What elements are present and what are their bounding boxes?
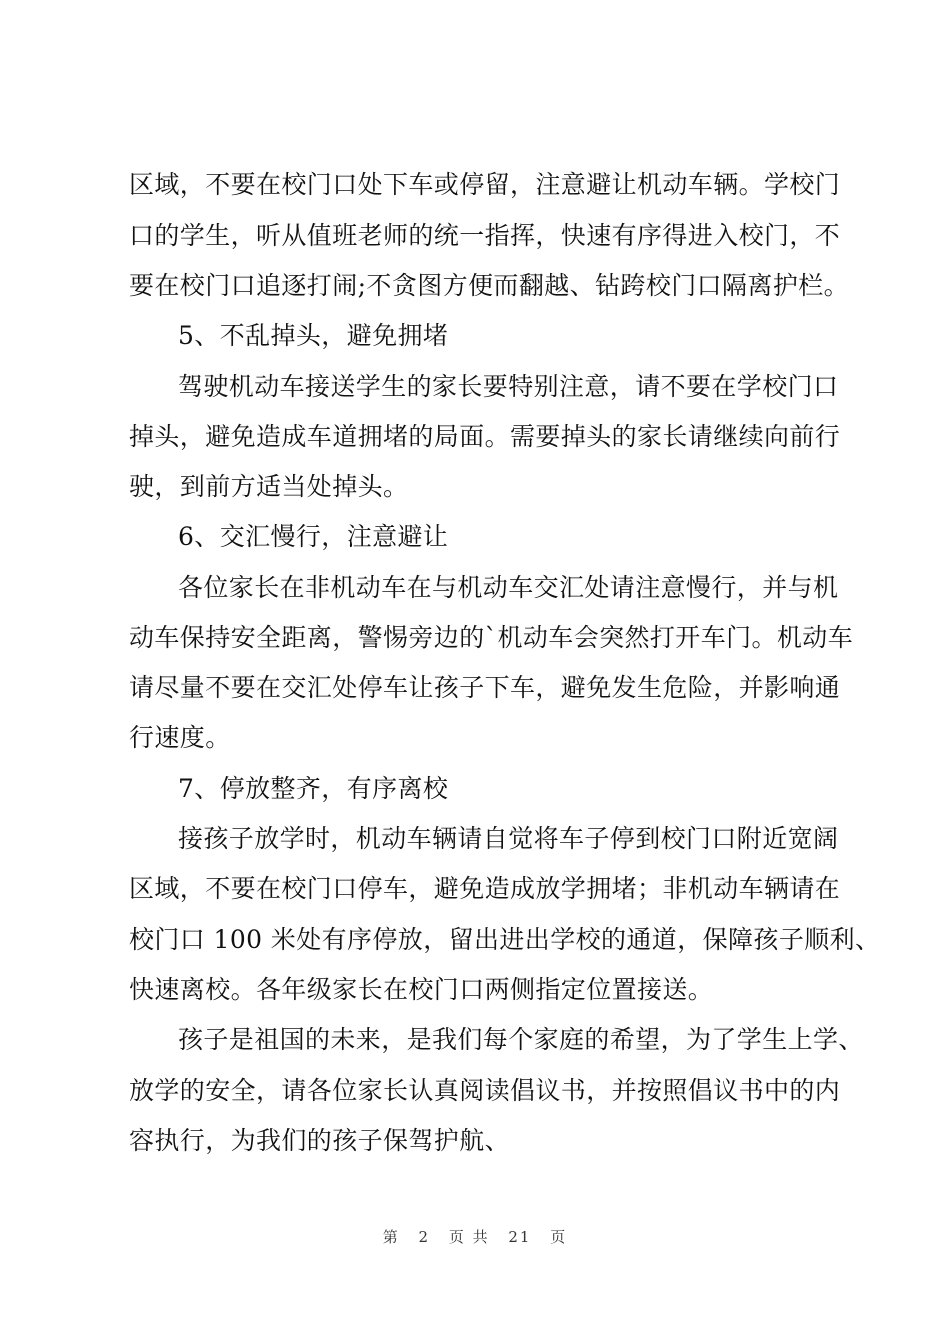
footer-middle: 页 共 <box>448 1228 490 1246</box>
footer-prefix: 第 <box>382 1228 400 1246</box>
footer-suffix: 页 <box>550 1228 568 1246</box>
body-line: 放学的安全，请各位家长认真阅读倡议书，并按照倡议书中的内 <box>129 1076 841 1105</box>
body-line: 快速离校。各年级家长在校门口两侧指定位置接送。 <box>129 975 714 1004</box>
body-line: 容执行，为我们的孩子保驾护航、 <box>129 1126 511 1155</box>
body-line: 口的学生，听从值班老师的统一指挥，快速有序得进入校门，不 <box>129 221 841 250</box>
body-line: 各位家长在非机动车在与机动车交汇处请注意慢行，并与机 <box>178 573 839 602</box>
section-heading: 6、交汇慢行，注意避让 <box>178 522 449 551</box>
body-line: 请尽量不要在交汇处停车让孩子下车，避免发生危险，并影响通 <box>129 673 841 702</box>
body-line: 掉头，避免造成车道拥堵的局面。需要掉头的家长请继续向前行 <box>129 422 841 451</box>
body-line: 行速度。 <box>129 723 231 752</box>
body-line: 校门口 100 米处有序停放，留出进出学校的通道，保障孩子顺利、 <box>129 925 881 954</box>
section-heading: 5、不乱掉头，避免拥堵 <box>178 321 449 350</box>
section-heading: 7、停放整齐，有序离校 <box>178 774 449 803</box>
body-line: 驶，到前方适当处掉头。 <box>129 472 409 501</box>
body-line: 区域，不要在校门口处下车或停留，注意避让机动车辆。学校门 <box>129 170 841 199</box>
body-line: 驾驶机动车接送学生的家长要特别注意，请不要在学校门口 <box>178 372 839 401</box>
body-line: 区域，不要在校门口停车，避免造成放学拥堵；非机动车辆请在 <box>129 874 841 903</box>
body-line: 动车保持安全距离，警惕旁边的`机动车会突然打开车门。机动车 <box>129 623 854 652</box>
body-line: 孩子是祖国的未来，是我们每个家庭的希望，为了学生上学、 <box>178 1025 864 1054</box>
page-footer <box>0 1226 950 1247</box>
footer-total-pages: 21 <box>508 1228 532 1246</box>
footer-page-number: 2 <box>418 1228 431 1246</box>
body-line: 要在校门口追逐打闹;不贪图方便而翻越、钻跨校门口隔离护栏。 <box>129 271 850 300</box>
body-line: 接孩子放学时，机动车辆请自觉将车子停到校门口附近宽阔 <box>178 824 839 853</box>
